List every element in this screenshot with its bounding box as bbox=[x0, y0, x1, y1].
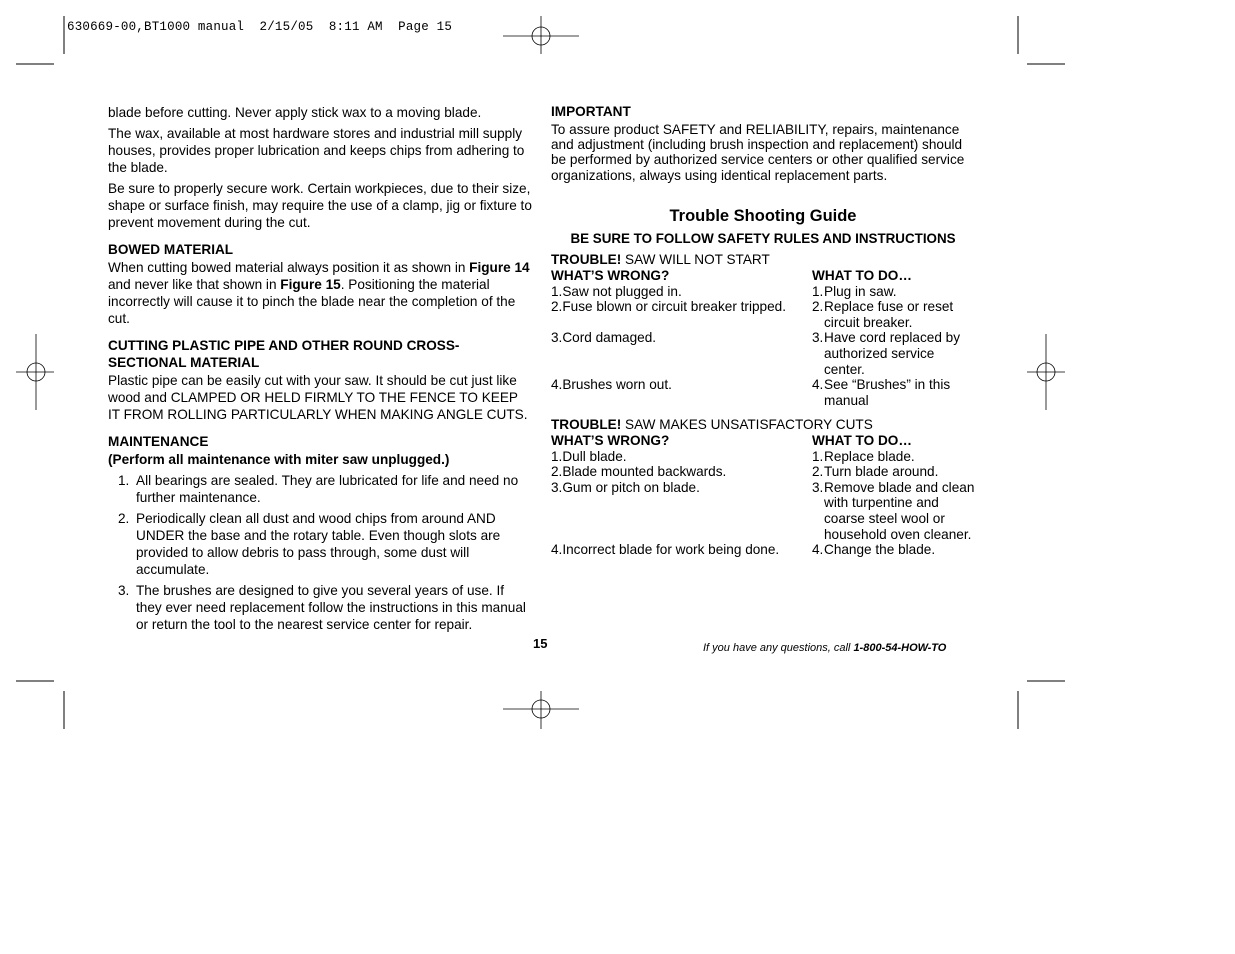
list-item: 3. The brushes are designed to give you several years of use. If they ever need replacement follow the instructions in this manual or return the tool to the nearest service center for repair. bbox=[118, 583, 526, 632]
table-row: 1.Dull blade. 1. Replace blade. bbox=[551, 448, 915, 464]
heading-bowed-material: BOWED MATERIAL bbox=[108, 242, 234, 257]
table-row: 4.Brushes worn out. 4. See “Brushes” in this manual bbox=[551, 377, 951, 408]
paragraph-secure-work: Be sure to properly secure work. Certain workpieces, due to their size, shape or surface finish, may require the use of a clamp, jig or fixture to prevent movement during the cut. bbox=[108, 181, 532, 230]
page-number: 15 bbox=[533, 636, 548, 651]
registration-target-right bbox=[1027, 334, 1065, 410]
heading-maintenance: MAINTENANCE bbox=[108, 434, 209, 449]
paragraph-wax-info: The wax, available at most hardware stores and industrial mill supply houses, provides proper lubrication and keeps chips from adhering to the blade. bbox=[108, 126, 525, 175]
paragraph-wax-warning: blade before cutting. Never apply stick wax to a moving blade. bbox=[108, 105, 482, 120]
maintenance-note: (Perform all maintenance with miter saw unplugged.) bbox=[108, 452, 450, 467]
trouble-section-unsatisfactory-cuts bbox=[551, 417, 975, 557]
trouble-table-header: WHAT’S WRONG? WHAT TO DO… bbox=[551, 432, 912, 448]
figure-14-ref: Figure 14 bbox=[469, 260, 530, 275]
print-slug: 630669-00,BT1000 manual 2/15/05 8:11 AM Page 15 bbox=[67, 20, 453, 34]
table-row: 2.Blade mounted backwards. 2. Turn blade around. bbox=[551, 464, 939, 480]
table-row: 1.Saw not plugged in. 1. Plug in saw. bbox=[551, 283, 897, 299]
registration-target-left bbox=[16, 334, 54, 410]
trouble-table-header: WHAT’S WRONG? WHAT TO DO… bbox=[551, 268, 912, 283]
table-row: 3.Gum or pitch on blade. 3. Remove blade and clean with turpentine and coarse steel wool or household oven cleaner. bbox=[551, 479, 975, 542]
table-row: 4.Incorrect blade for work being done. 4. Change the blade. bbox=[551, 542, 936, 558]
paragraph-important: To assure product SAFETY and RELIABILITY, repairs, maintenance and adjustment (including brush inspection and replacement) should be performed by authorized service centers or other qualified service organizations, always using identical replacement parts. bbox=[551, 121, 965, 183]
paragraph-plastic-pipe: Plastic pipe can be easily cut with your saw. It should be cut just like wood and CLAMPED OR HELD FIRMLY TO THE FENCE TO KEEP IT FROM ROLLING PARTICULARLY WHEN MAKING ANGLE CUTS. bbox=[108, 373, 528, 422]
heading-plastic-pipe: CUTTING PLASTIC PIPE AND OTHER ROUND CROSS-SECTIONAL MATERIAL bbox=[108, 338, 460, 370]
trouble-heading: TROUBLE! SAW MAKES UNSATISFACTORY CUTS bbox=[551, 417, 873, 433]
figure-15-ref: Figure 15 bbox=[280, 277, 341, 292]
table-row: 2.Fuse blown or circuit breaker tripped. 2. Replace fuse or reset circuit breaker. bbox=[551, 299, 954, 330]
table-row: 3.Cord damaged. 3. Have cord replaced by authorized service center. bbox=[551, 330, 961, 377]
registration-target-top bbox=[503, 16, 579, 54]
list-item: 1. All bearings are sealed. They are lubricated for life and need no further maintenance. bbox=[118, 473, 519, 505]
registration-target-bottom bbox=[503, 691, 579, 729]
left-column bbox=[108, 104, 532, 633]
footer-phone: 1-800-54-HOW-TO bbox=[853, 642, 947, 654]
list-item: 2. Periodically clean all dust and wood chips from around AND UNDER the base and the rotary table. Even though slots are provided to allow debris to pass through, some dust will accumulate. bbox=[118, 511, 501, 577]
trouble-section-will-not-start bbox=[551, 252, 975, 408]
right-column bbox=[551, 104, 975, 558]
trouble-shooting-title: Trouble Shooting Guide bbox=[669, 207, 857, 226]
trouble-heading: TROUBLE! SAW WILL NOT START bbox=[551, 252, 770, 268]
paragraph-bowed-material: When cutting bowed material always position it as shown in Figure 14 and never like that shown in Figure 15. Positioning the material incorrectly will cause it to pinch the blade near the completion of the cut. bbox=[108, 260, 530, 326]
safety-rules-notice: BE SURE TO FOLLOW SAFETY RULES AND INSTRUCTIONS bbox=[570, 230, 956, 246]
footer-contact: If you have any questions, call 1-800-54-HOW-TO bbox=[703, 642, 947, 654]
heading-important: IMPORTANT bbox=[551, 104, 631, 119]
maintenance-list bbox=[108, 472, 532, 633]
